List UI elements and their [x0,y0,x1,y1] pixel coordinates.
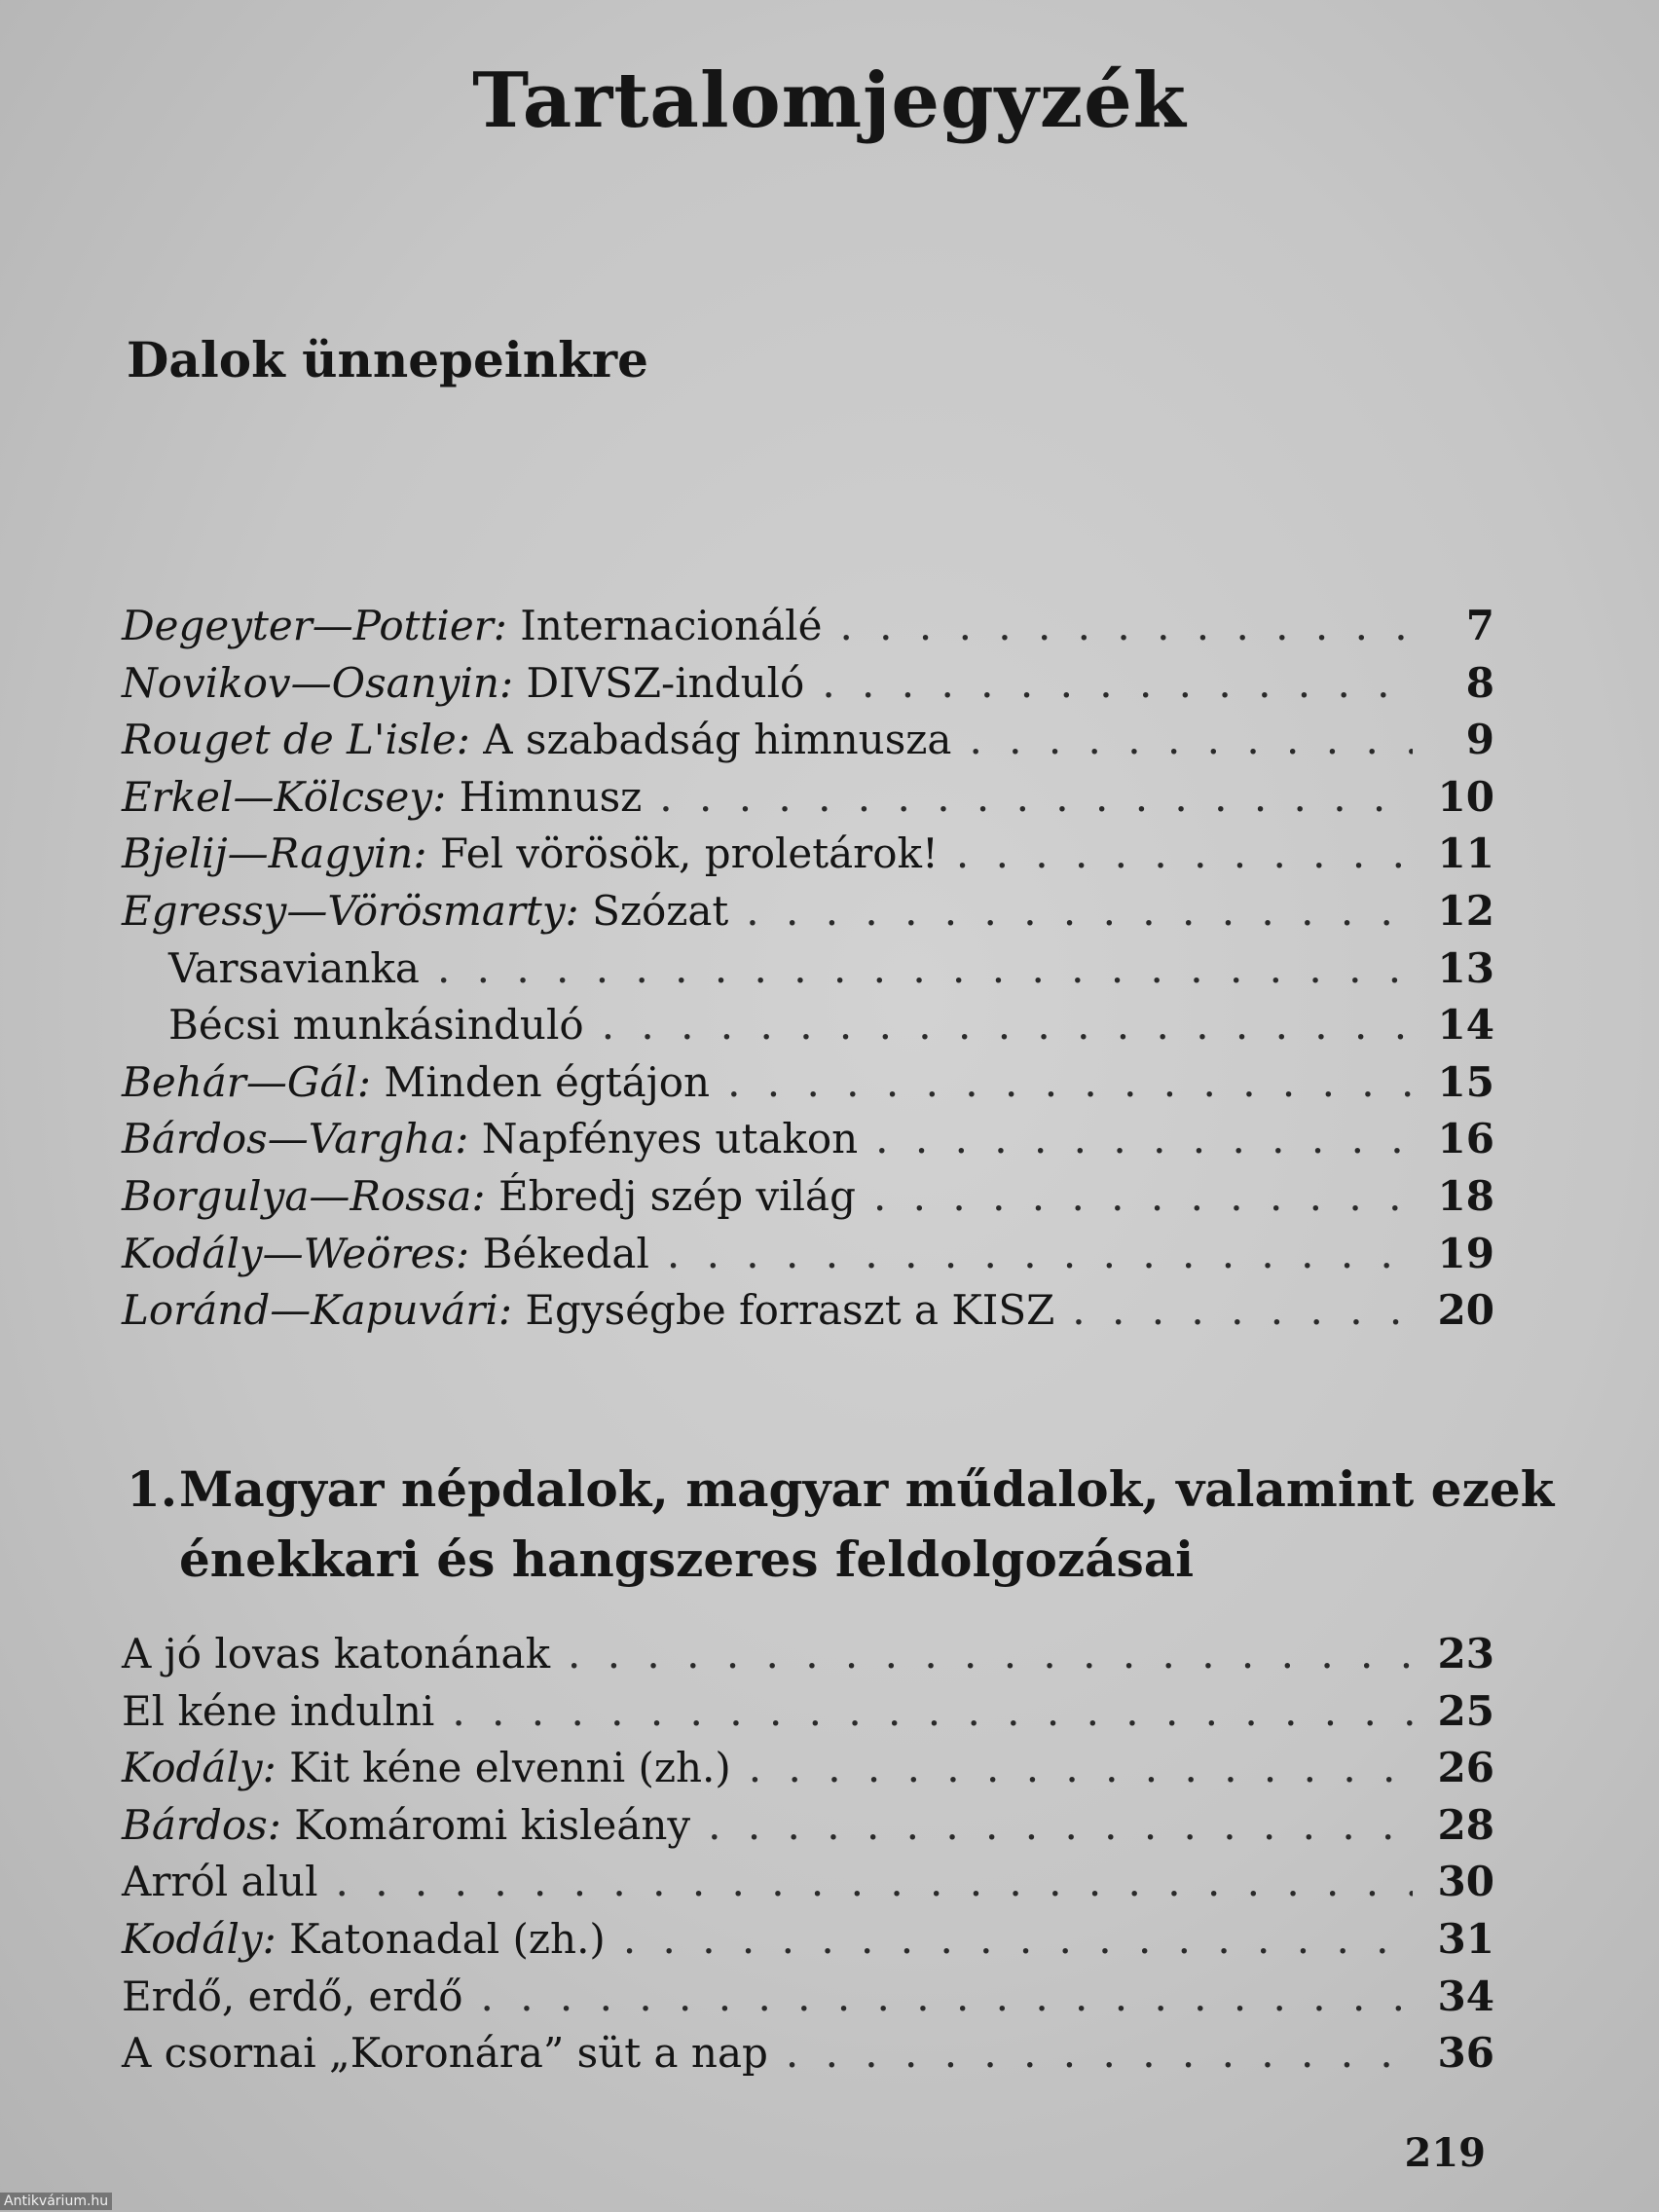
entry-author: Bárdos: [122,1800,281,1849]
leader-dots [336,1854,1413,1910]
entry-page: 13 [1437,943,1494,992]
leader-dots [956,826,1413,882]
entry-author: Loránd—Kapuvári: [122,1286,513,1335]
toc-entry [122,1626,1494,1683]
entry-title: A jó lovas katonának [122,1630,551,1677]
toc-entry [122,769,1494,827]
toc-entry [122,997,1494,1054]
entry-page: 20 [1437,1286,1494,1335]
toc-entry [122,1226,1494,1283]
entry-title: Minden égtájon [384,1057,711,1106]
toc-entry [122,1168,1494,1226]
entry-title: Ébredj szép világ [498,1171,856,1220]
entry-author: Bjelij—Ragyin: [122,830,427,878]
watermark-label: Antikvárium.hu [0,2193,112,2210]
leader-dots [481,1969,1413,2025]
leader-dots [969,712,1413,768]
section-heading-line1: Magyar népdalok, magyar műdalok, valamint ezek [179,1460,1555,1518]
entry-author: Kodály: [122,1744,276,1792]
toc-entry [122,1911,1494,1969]
entry-page: 26 [1437,1744,1494,1792]
entry-title: Egységbe forraszt a KISZ [525,1286,1055,1335]
entry-page: 12 [1437,886,1494,935]
entry-author: Rouget de L'isle: [122,716,470,764]
entry-page: 23 [1437,1630,1494,1677]
toc-entry [122,826,1494,883]
toc-entry [122,1111,1494,1168]
entry-page: 18 [1437,1171,1494,1220]
entry-title: Kit kéne elvenni (zh.) [289,1744,731,1792]
toc-entry [122,1282,1494,1340]
section-heading-line2: énekkari és hangszeres feldolgozásai [179,1530,1195,1588]
leader-dots [822,655,1413,712]
entry-author: Kodály—Weöres: [122,1229,470,1277]
leader-dots [708,1797,1413,1854]
section-number: 1. [127,1460,178,1518]
entry-page: 30 [1437,1858,1494,1906]
leader-dots [568,1626,1413,1682]
toc-entry [122,1854,1494,1911]
entry-title: Erdő, erdő, erdő [122,1972,463,2020]
toc-entry [122,2025,1494,2083]
toc-entry [122,1740,1494,1797]
entry-title: Komáromi kisleány [294,1800,691,1849]
leader-dots [727,1054,1413,1111]
toc-list-magyar-nepdalok [122,1626,1494,2083]
toc-entry [122,1969,1494,2026]
leader-dots [452,1683,1413,1740]
entry-title: Varsavianka [168,943,420,992]
entry-page: 10 [1437,772,1494,821]
entry-author: Egressy—Vörösmarty: [122,886,579,935]
entry-page: 34 [1437,1972,1494,2020]
toc-entry [122,1683,1494,1741]
toc-list-dalok [122,598,1494,1340]
entry-author: Kodály: [122,1914,276,1963]
entry-page: 31 [1437,1914,1494,1963]
toc-entry [122,1054,1494,1112]
entry-page: 28 [1437,1800,1494,1849]
toc-entry [122,883,1494,940]
entry-page: 19 [1437,1229,1494,1277]
section-heading-dalok: Dalok ünnepeinkre [127,331,648,388]
entry-author: Bárdos—Vargha: [122,1115,469,1163]
entry-page: 9 [1465,716,1494,764]
entry-author: Behár—Gál: [122,1057,372,1106]
entry-title: A csornai „Koronára” süt a nap [122,2029,768,2078]
entry-title: A szabadság himnusza [483,716,952,764]
entry-title: El kéne indulni [122,1686,435,1735]
entry-title: Szózat [592,886,729,935]
entry-page: 36 [1437,2029,1494,2078]
entry-author: Novikov—Osanyin: [122,658,514,707]
toc-entry [122,655,1494,713]
leader-dots [786,2025,1413,2082]
toc-entry [122,712,1494,769]
leader-dots [659,769,1413,826]
entry-title: Himnusz [459,772,643,821]
entry-page: 14 [1437,1001,1494,1050]
leader-dots [875,1111,1413,1167]
toc-entry [122,940,1494,998]
entry-page: 8 [1465,658,1494,707]
leader-dots [746,883,1413,940]
leader-dots [1072,1282,1413,1339]
page-title: Tartalomjegyzék [472,56,1187,145]
leader-dots [749,1740,1413,1796]
entry-page: 7 [1465,602,1494,649]
entry-title: Békedal [482,1229,649,1277]
entry-page: 16 [1437,1115,1494,1163]
toc-entry [122,598,1494,655]
entry-title: Katonadal (zh.) [289,1914,606,1963]
leader-dots [667,1226,1413,1282]
entry-page: 15 [1437,1057,1494,1106]
page-number: 219 [1404,2130,1486,2176]
entry-title: Arról alul [122,1858,318,1906]
entry-title: Napfényes utakon [481,1115,859,1163]
entry-title: DIVSZ-induló [526,658,805,707]
leader-dots [873,1168,1413,1225]
entry-author: Erkel—Kölcsey: [122,772,447,821]
entry-author: Borgulya—Rossa: [122,1171,486,1220]
entry-title: Bécsi munkásinduló [168,1001,584,1050]
entry-page: 25 [1437,1686,1494,1735]
leader-dots [602,997,1413,1053]
leader-dots [839,598,1413,654]
entry-page: 11 [1437,830,1494,878]
toc-entry [122,1797,1494,1855]
entry-author: Degeyter—Pottier: [122,602,507,649]
entry-title: Internacionálé [520,602,823,649]
entry-title: Fel vörösök, proletárok! [439,830,939,878]
leader-dots [623,1911,1413,1968]
leader-dots [437,940,1413,997]
section-heading-magyar-nepdalok [127,1455,1554,1595]
